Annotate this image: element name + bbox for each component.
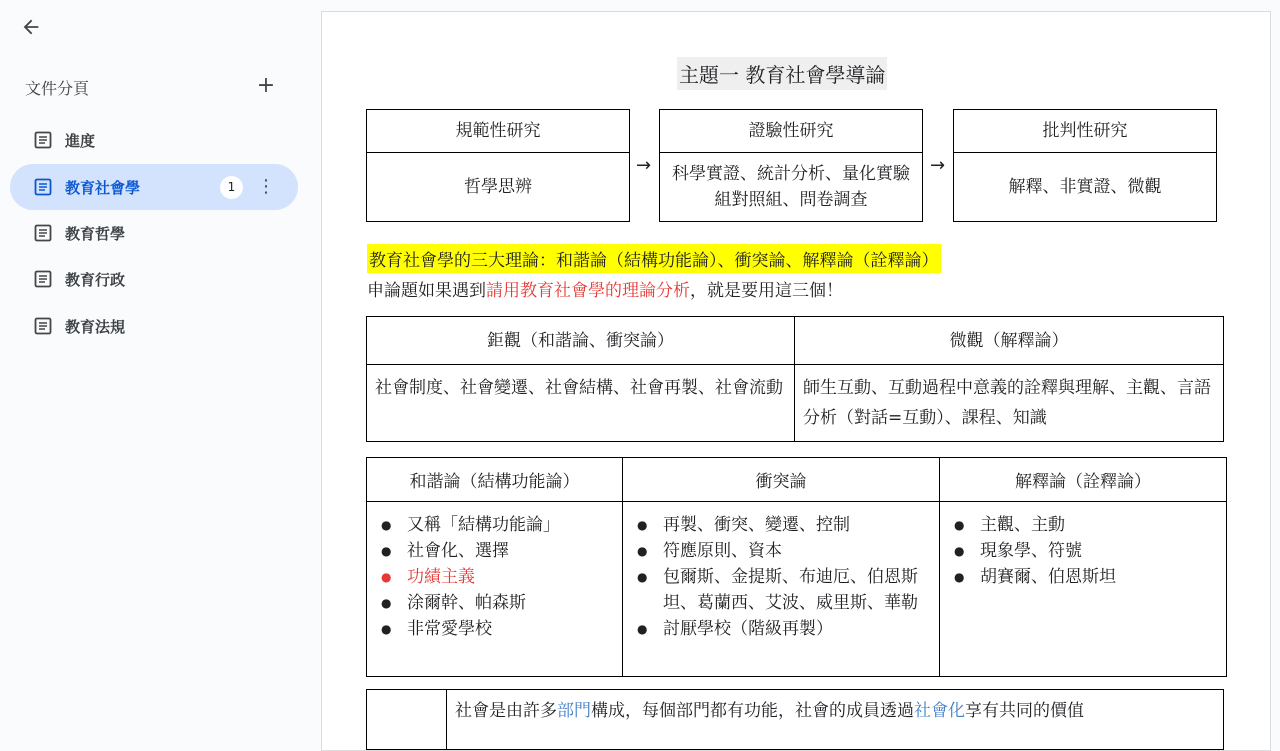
- list-item: ● 符應原則、資本: [633, 538, 929, 564]
- table-cell: 師生互動、互動過程中意義的詮釋與理解、主觀、言語分析（對話=互動）、課程、知識: [795, 365, 1224, 442]
- exam-tip-red-text: 請用教育社會學的理論分析: [486, 281, 690, 301]
- table-header: 微觀（解釋論）: [795, 317, 1224, 365]
- flow-arrow: →: [930, 155, 946, 176]
- flow-arrow: →: [636, 155, 652, 176]
- sidebar-item-label: 進度: [65, 131, 96, 150]
- list-item: ● 主觀、主動: [950, 512, 1216, 538]
- table-header: 鉅觀（和諧論、衝突論）: [367, 317, 795, 365]
- table-cell-interpretive: [940, 502, 1227, 677]
- sidebar-item-label: 教育行政: [65, 270, 126, 289]
- list-item: ● 又稱「結構功能論」: [377, 512, 612, 538]
- more-options-icon[interactable]: ⋮: [257, 176, 275, 197]
- harmony-detail-table: [366, 689, 1224, 750]
- sidebar: [0, 0, 310, 731]
- flow-box-head: 證驗性研究: [660, 110, 922, 153]
- flow-box-critical: [953, 109, 1217, 222]
- exam-tip-text: ，就是要用這三個！: [690, 281, 843, 301]
- three-theories-table: [366, 457, 1227, 677]
- tabs-header: 文件分頁: [25, 79, 90, 98]
- flow-box-empirical: [659, 109, 923, 222]
- list-item: ● 再製、衝突、變遷、控制: [633, 512, 929, 538]
- table-header: 和諧論（結構功能論）: [367, 458, 623, 502]
- flow-box-normative: [366, 109, 630, 222]
- detail-text: 享有共同的價值: [965, 701, 1084, 721]
- table-cell: [367, 690, 447, 750]
- flow-box-body: 科學實證、統計分析、量化實驗組對照組、問卷調查: [672, 164, 910, 210]
- list-item: ● 包爾斯、金提斯、布迪厄、伯恩斯坦、葛蘭西、艾波、威里斯、華勒: [633, 564, 929, 616]
- sidebar-item-education-administration[interactable]: [10, 256, 298, 302]
- list-item: ● 非常愛學校: [377, 616, 612, 642]
- detail-link-text: 社會化: [914, 701, 965, 721]
- document-icon: [34, 224, 52, 242]
- document-icon: [34, 270, 52, 288]
- table-cell-harmony: [367, 502, 623, 677]
- list-item: ● 現象學、符號: [950, 538, 1216, 564]
- comment-count-badge: 1: [220, 176, 243, 199]
- flow-box-head: 規範性研究: [367, 110, 629, 153]
- sidebar-item-progress[interactable]: [10, 117, 298, 163]
- exam-tip-text: 申論題如果遇到: [367, 281, 486, 301]
- list-item: ● 胡賽爾、伯恩斯坦: [950, 564, 1216, 590]
- sidebar-item-education-sociology[interactable]: [10, 164, 298, 210]
- list-item: ● 功績主義: [377, 564, 612, 590]
- table-header: 衝突論: [623, 458, 940, 502]
- detail-text: 構成，每個部門都有功能，社會的成員透過: [591, 701, 914, 721]
- flow-box-head: 批判性研究: [954, 110, 1216, 153]
- table-header: 解釋論（詮釋論）: [940, 458, 1227, 502]
- sidebar-item-label: 教育哲學: [65, 224, 126, 243]
- macro-micro-table: [366, 316, 1224, 442]
- flow-box-body: 哲學思辨: [464, 177, 532, 197]
- table-cell-conflict: [623, 502, 940, 677]
- document-page[interactable]: [321, 11, 1271, 751]
- flow-box-body: 解釋、非實證、微觀: [1008, 177, 1162, 197]
- document-icon: [34, 178, 52, 196]
- list-item: ● 涂爾幹、帕森斯: [377, 590, 612, 616]
- document-icon: [34, 317, 52, 335]
- sidebar-item-education-philosophy[interactable]: [10, 210, 298, 256]
- detail-text: 社會是由許多: [455, 701, 557, 721]
- table-cell: [447, 690, 1224, 750]
- exam-tip-line: [367, 276, 843, 301]
- table-cell: 社會制度、社會變遷、社會結構、社會再製、社會流動: [367, 365, 795, 442]
- highlighted-theories-line: 教育社會學的三大理論：和諧論（結構功能論）、衝突論、解釋論（詮釋論）: [367, 244, 941, 273]
- sidebar-item-label: 教育社會學: [65, 178, 141, 197]
- list-item: ● 討厭學校（階級再製）: [633, 616, 929, 642]
- document-icon: [34, 131, 52, 149]
- list-item: ● 社會化、選擇: [377, 538, 612, 564]
- back-arrow-icon[interactable]: [18, 14, 44, 40]
- detail-link-text: 部門: [557, 701, 591, 721]
- add-tab-button[interactable]: +: [256, 73, 276, 98]
- sidebar-item-label: 教育法規: [65, 317, 126, 336]
- document-title: 主題一 教育社會學導論: [677, 57, 887, 90]
- sidebar-item-education-law[interactable]: [10, 303, 298, 349]
